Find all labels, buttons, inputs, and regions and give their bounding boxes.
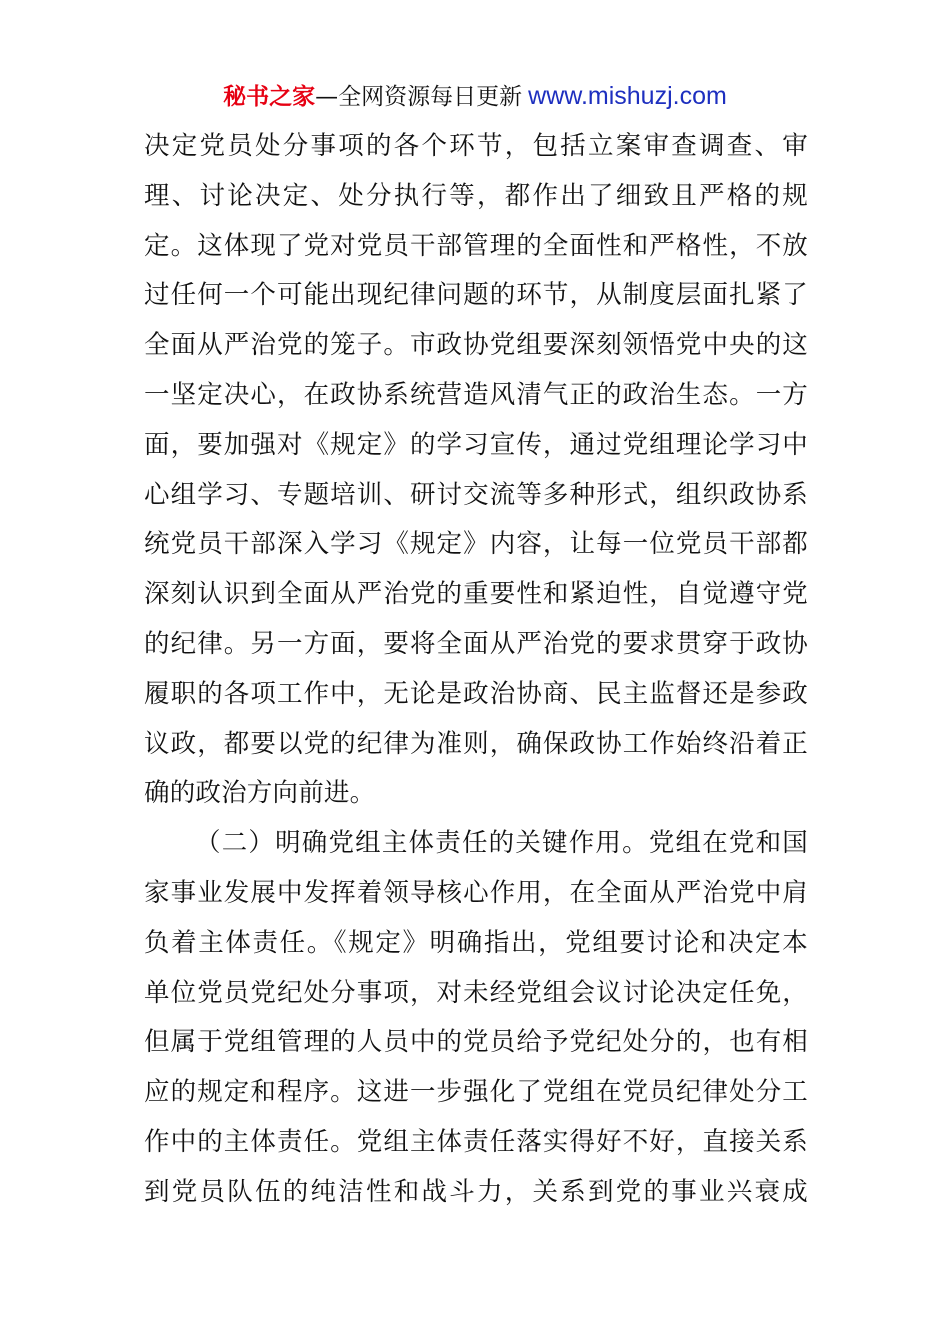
text-line: 定。这体现了党对党员干部管理的全面性和严格性，不放 <box>144 230 808 261</box>
page-header <box>0 80 950 113</box>
text-line: 全面从严治党的笼子。市政协党组要深刻领悟党中央的这 <box>144 330 808 361</box>
section-heading-line: （二）明确党组主体责任的关键作用。党组在党和国 <box>195 828 808 859</box>
header-brand: 秘书之家 <box>223 84 316 110</box>
text-line: 面，要加强对《规定》的学习宣传，通过党组理论学习中 <box>144 429 808 460</box>
header-tagline: —全网资源每日更新 <box>315 84 523 110</box>
text-line: 到党员队伍的纯洁性和战斗力，关系到党的事业兴衰成 <box>144 1176 808 1207</box>
text-line: 但属于党组管理的人员中的党员给予党纪处分的，也有相 <box>144 1027 808 1058</box>
text-line: 深刻认识到全面从严治党的重要性和紧迫性，自觉遵守党 <box>144 579 808 610</box>
text-line: 确的政治方向前进。 <box>144 778 376 809</box>
text-line: 家事业发展中发挥着领导核心作用，在全面从严治党中肩 <box>144 877 808 908</box>
text-line: 一坚定决心，在政协系统营造风清气正的政治生态。一方 <box>144 379 808 410</box>
text-line: 决定党员处分事项的各个环节，包括立案审查调查、审 <box>144 131 808 161</box>
header-url-link[interactable]: www.mishuzj.com <box>528 82 727 110</box>
text-line: 心组学习、专题培训、研讨交流等多种形式，组织政协系 <box>144 479 808 510</box>
body-text <box>144 122 808 1218</box>
text-line: 统党员干部深入学习《规定》内容，让每一位党员干部都 <box>144 529 808 560</box>
text-line: 应的规定和程序。这进一步强化了党组在党员纪律处分工 <box>144 1077 808 1108</box>
text-line: 单位党员党纪处分事项，对未经党组会议讨论决定任免， <box>144 977 808 1008</box>
text-line: 作中的主体责任。党组主体责任落实得好不好，直接关系 <box>144 1126 808 1157</box>
text-line: 理、讨论决定、处分执行等，都作出了细致且严格的规 <box>144 180 808 211</box>
text-line: 过任何一个可能出现纪律问题的环节，从制度层面扎紧了 <box>144 280 808 311</box>
text-line: 的纪律。另一方面，要将全面从严治党的要求贯穿于政协 <box>144 628 808 659</box>
text-line: 负着主体责任。《规定》明确指出，党组要讨论和决定本 <box>144 927 808 958</box>
text-line: 议政，都要以党的纪律为准则，确保政协工作始终沿着正 <box>144 728 808 759</box>
text-line: 履职的各项工作中，无论是政治协商、民主监督还是参政 <box>144 678 808 709</box>
